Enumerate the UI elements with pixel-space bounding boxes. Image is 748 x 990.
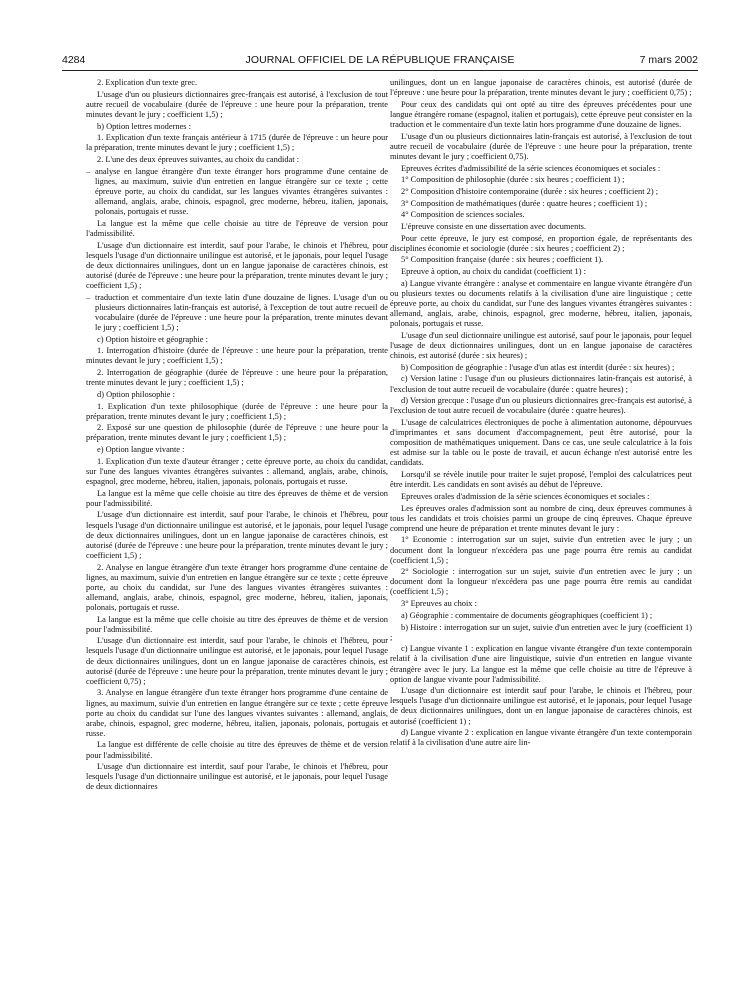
paragraph: unilingues, dont un en langue japonaise de caractères chinois, est autorisé (durée de l'épreuve : une heure pour la préparation, trente minutes devant le jury ; coefficient 0,75) ; [390, 78, 692, 98]
paragraph: L'usage de calculatrices électroniques de poche à alimentation autonome, dépourvues d'imprimantes et sans document d'accompagnement, peut être autorisé, pour la composition de mathématiques uniquement. Dans ce cas, une seule calculatrice à la fois est admise sur la table ou le poste de travail, et aucun échange n'est autorisé entre les candidats. [390, 418, 692, 468]
paragraph: b) Option lettres modernes : [97, 121, 191, 131]
paragraph: 2° Composition d'histoire contemporaine (durée : six heures ; coefficient 2) ; [401, 186, 659, 196]
paragraph: L'usage d'un ou plusieurs dictionnaires grec-français est autorisé, à l'exclusion de tout autre recueil de vocabulaire (durée de l'épreuve : une heure pour la préparation, trente minutes devant le jury ; coefficient 1,5) ; [86, 89, 388, 119]
paragraph: Epreuve à option, au choix du candidat (coefficient 1) : [401, 267, 586, 277]
paragraph: 2. Interrogation de géographie (durée de l'épreuve : une heure pour la préparation, trente minutes devant le jury ; coefficient 1,5) ; [86, 368, 388, 388]
paragraph: b) Histoire : interrogation sur un sujet, suivie d'un entretien avec le jury (coefficient 1) ; [390, 622, 692, 642]
paragraph: a) Géographie : commentaire de documents géographiques (coefficient 1) ; [401, 610, 653, 620]
paragraph: Pour ceux des candidats qui ont opté au titre des épreuves précédentes pour une langue étrangère romane (espagnol, italien et portugais), cette épreuve peut consister en la traduction et le commentaire d'un texte latin hors programme d'une douzaine de lignes. [390, 99, 692, 129]
paragraph: 2. Exposé sur une question de philosophie (durée de l'épreuve : une heure pour la préparation, trente minutes devant le jury ; coefficient 1,5) ; [86, 423, 388, 443]
paragraph: c) Langue vivante 1 : explication en langue vivante étrangère d'un texte contemporain relatif à la civilisation d'une aire linguistique, suivie d'un entretien en langue vivante étrangère avec le jury. La langue est la même que celle choisie au titre de l'épreuve à option de langue vivante pour l'admissibilité. [390, 644, 692, 684]
paragraph: b) Composition de géographie : l'usage d'un atlas est interdit (durée : six heures) ; [401, 362, 675, 372]
paragraph: 2. Analyse en langue étrangère d'un texte étranger hors programme d'une centaine de lignes, au maximum, suivie d'un entretien en langue étrangère sur ce texte ; cette épreuve porte, au choix du candidat, sur l'une des langues vivantes étrangères suivantes : allemand, anglais, arabe, chinois, espagnol, grec moderne, hébreu, italien, japonais, polonais, portugais et russe. [86, 562, 388, 612]
paragraph: 3° Epreuves au choix : [401, 599, 477, 609]
paragraph: 4° Composition de sciences sociales. [401, 210, 525, 220]
paragraph: L'usage d'un dictionnaire est interdit, sauf pour l'arabe, le chinois et l'hébreu, pour lesquels l'usage d'un dictionnaire unilingue est autorisé, et le japonais, pour lequel l'usage de deux dictionnaires unilingues, dont un en langue japonaise de caractères chinois, est autorisé (durée de l'épreuve : une heure pour la préparation, trente minutes devant le jury ; coefficient 0,75) ; [86, 636, 388, 686]
right-column [390, 78, 692, 978]
paragraph: L'usage d'un dictionnaire est interdit, sauf pour l'arabe, le chinois et l'hébreu, pour lesquels l'usage d'un dictionnaire unilingue est autorisé, et le japonais, pour lequel l'usage de deux dictionnaires unilingues, dont un en langue japonaise de caractères chinois, est autorisé (durée de l'épreuve : une heure pour la préparation, trente minutes devant le jury ; coefficient 1,5) ; [86, 240, 388, 290]
paragraph: L'usage d'un ou plusieurs dictionnaires latin-français est autorisé, à l'exclusion de tout autre recueil de vocabulaire (durée de l'épreuve : une heure pour la préparation, trente minutes devant le jury ; coefficient 0,75). [390, 131, 692, 161]
paragraph: Les épreuves orales d'admission sont au nombre de cinq, deux épreuves communes à tous les candidats et trois choisies parmi un groupe de cinq épreuves. Chaque épreuve comprend une heure de préparation et trente minutes devant le jury : [390, 503, 692, 533]
paragraph: d) Langue vivante 2 : explication en langue vivante étrangère d'un texte contemporain relatif à la civilisation d'une autre aire lin- [390, 728, 692, 748]
left-column [86, 78, 388, 978]
paragraph: c) Option histoire et géographie : [97, 334, 208, 344]
paragraph: – traduction et commentaire d'un texte latin d'une douzaine de lignes. L'usage d'un ou plusieurs dictionnaires latin-français est autorisé, à l'exception de tout autre recueil de vocabulaire (durée de l'épreuve : une heure pour la préparation, trente minutes devant le jury ; coefficient 1,5) ; [86, 293, 388, 333]
paragraph: L'usage d'un dictionnaire est interdit sauf pour l'arabe, le chinois et l'hébreu, pour lesquels l'usage d'un dictionnaire unilingue est autorisé, et le japonais, pour lequel l'usage de deux dictionnaires unilingues, dont un en langue japonaise de caractères chinois, est autorisé (coefficient 1) ; [390, 686, 692, 726]
paragraph: L'usage d'un dictionnaire est interdit, sauf pour l'arabe, le chinois et l'hébreu, pour lesquels l'usage d'un dictionnaire unilingue est autorisé, et le japonais, pour lequel l'usage de deux dictionnaires [86, 762, 388, 792]
paragraph: Epreuves orales d'admission de la série sciences économiques et sociales : [401, 491, 650, 501]
paragraph: e) Option langue vivante : [97, 445, 185, 455]
paragraph: Pour cette épreuve, le jury est composé, en proportion égale, de représentants des disciplines économie et sociologie (durée : six heures ; coefficient 2) ; [390, 233, 692, 253]
paragraph: 2. L'une des deux épreuves suivantes, au choix du candidat : [97, 155, 299, 165]
paragraph: 2° Sociologie : interrogation sur un sujet, suivie d'un entretien avec le jury ; un document dont la longueur n'excédera pas une page pourra être remis au candidat (coefficient 1,5) ; [390, 567, 692, 597]
paragraph: 5° Composition française (durée : six heures ; coefficient 1). [401, 255, 604, 265]
paragraph: 3. Analyse en langue étrangère d'un texte étranger hors programme d'une centaine de lignes, au maximum, suivie d'un entretien en langue étrangère sur ce texte ; cette épreuve porte au choix du candidat sur l'une des langues vivantes suivantes : allemand, anglais, arabe, chinois, espagnol, grec moderne, hébreu, italien, japonais, polonais, portugais et russe. [86, 688, 388, 738]
paragraph: La langue est la même que celle choisie au titre de l'épreuve de version pour l'admissibilité. [86, 218, 388, 238]
header-rule [62, 70, 698, 71]
paragraph: d) Option philosophie : [97, 389, 175, 399]
paragraph: La langue est la même que celle choisie au titre des épreuves de thème et de version pour l'admissibilité. [86, 488, 388, 508]
paragraph: 1° Composition de philosophie (durée : six heures ; coefficient 1) ; [401, 175, 625, 185]
page-number: 4284 [62, 54, 86, 66]
page-header [62, 52, 698, 68]
paragraph: Epreuves écrites d'admissibilité de la série sciences économiques et sociales : [401, 163, 661, 173]
paragraph: La langue est différente de celle choisie au titre des épreuves de thème et de version pour l'admissibilité. [86, 740, 388, 760]
paragraph: 2. Explication d'un texte grec. [97, 78, 198, 87]
paragraph: 3° Composition de mathématiques (durée : quatre heures ; coefficient 1) ; [401, 198, 648, 208]
journal-title: JOURNAL OFFICIEL DE LA RÉPUBLIQUE FRANÇAISE [245, 54, 515, 66]
paragraph: La langue est la même que celle choisie au titre des épreuves de thème et de version pour l'admissibilité. [86, 614, 388, 634]
paragraph: 1. Explication d'un texte d'auteur étranger ; cette épreuve porte, au choix du candidat, sur l'une des langues vivantes étrangères suivantes : allemand, anglais, arabe, chinois, espagnol, grec moderne, hébreu, italien, japonais, polonais, portugais et russe. [86, 456, 388, 486]
paragraph: L'épreuve consiste en une dissertation avec documents. [401, 221, 586, 231]
paragraph: a) Langue vivante étrangère : analyse et commentaire en langue vivante étrangère d'un ou plusieurs textes ou documents relatifs à la civilisation d'une aire linguistique ; cette épreuve porte, au choix du candidat, sur l'une des langues vivantes étrangères suivantes : allemand, anglais, arabe, chinois, espagnol, grec moderne, hébreu, italien, japonais, polonais, portugais et russe. [390, 278, 692, 329]
paragraph: L'usage d'un seul dictionnaire unilingue est autorisé, sauf pour le japonais, pour lequel l'usage de deux dictionnaires unilingues, dont un en langue japonaise de caractères chinois, est autorisé (durée : six heures) ; [390, 330, 692, 361]
paragraph: 1° Economie : interrogation sur un sujet, suivie d'un entretien avec le jury ; un document dont la longueur n'excédera pas une page pourra être remis au candidat (coefficient 1,5) ; [390, 535, 692, 565]
paragraph: – analyse en langue étrangère d'un texte étranger hors programme d'une centaine de lignes, au maximum, suivie d'un entretien en langue étrangère sur ce texte ; cette épreuve porte, au choix du candidat, sur les langues vivantes étrangères suivantes : allemand, anglais, arabe, chinois, espagnol, grec moderne, hébreu, italien, japonais, polonais, portugais et russe. [86, 167, 388, 217]
paragraph: 1. Explication d'un texte français antérieur à 1715 (durée de l'épreuve : un heure pour la préparation, trente minutes devant le jury ; coefficient 1,5) ; [86, 133, 388, 153]
paragraph: Lorsqu'il se révèle inutile pour traiter le sujet proposé, l'emploi des calculatrices peut être interdit. Les candidats en sont avisés au début de l'épreuve. [390, 470, 692, 490]
issue-date: 7 mars 2002 [639, 54, 698, 66]
paragraph: d) Version grecque : l'usage d'un ou plusieurs dictionnaires grec-français est autorisé, à l'exclusion de tout autre recueil de vocabulaire (durée : quatre heures). [390, 396, 692, 416]
paragraph: L'usage d'un dictionnaire est interdit, sauf pour l'arabe, le chinois et l'hébreu, pour lesquels l'usage d'un dictionnaire unilingue est autorisé, et le japonais, pour lequel l'usage de deux dictionnaires unilingues, dont un en langue japonaise de caractères chinois, est autorisé (durée de l'épreuve : une heure pour la préparation, trente minutes devant le jury ; coefficient 1,5) ; [86, 510, 388, 560]
paragraph: 1. Explication d'un texte philosophique (durée de l'épreuve : une heure pour la préparation, trente minutes devant le jury ; coefficient 1,5) ; [86, 401, 388, 421]
paragraph: c) Version latine : l'usage d'un ou plusieurs dictionnaires latin-français est autorisé, à l'exclusion de tout autre recueil de vocabulaire (durée : quatre heures) ; [390, 374, 692, 394]
paragraph: 1. Interrogation d'histoire (durée de l'épreuve : une heure pour la préparation, trente minutes devant le jury ; coefficient 1,5) ; [86, 346, 388, 366]
